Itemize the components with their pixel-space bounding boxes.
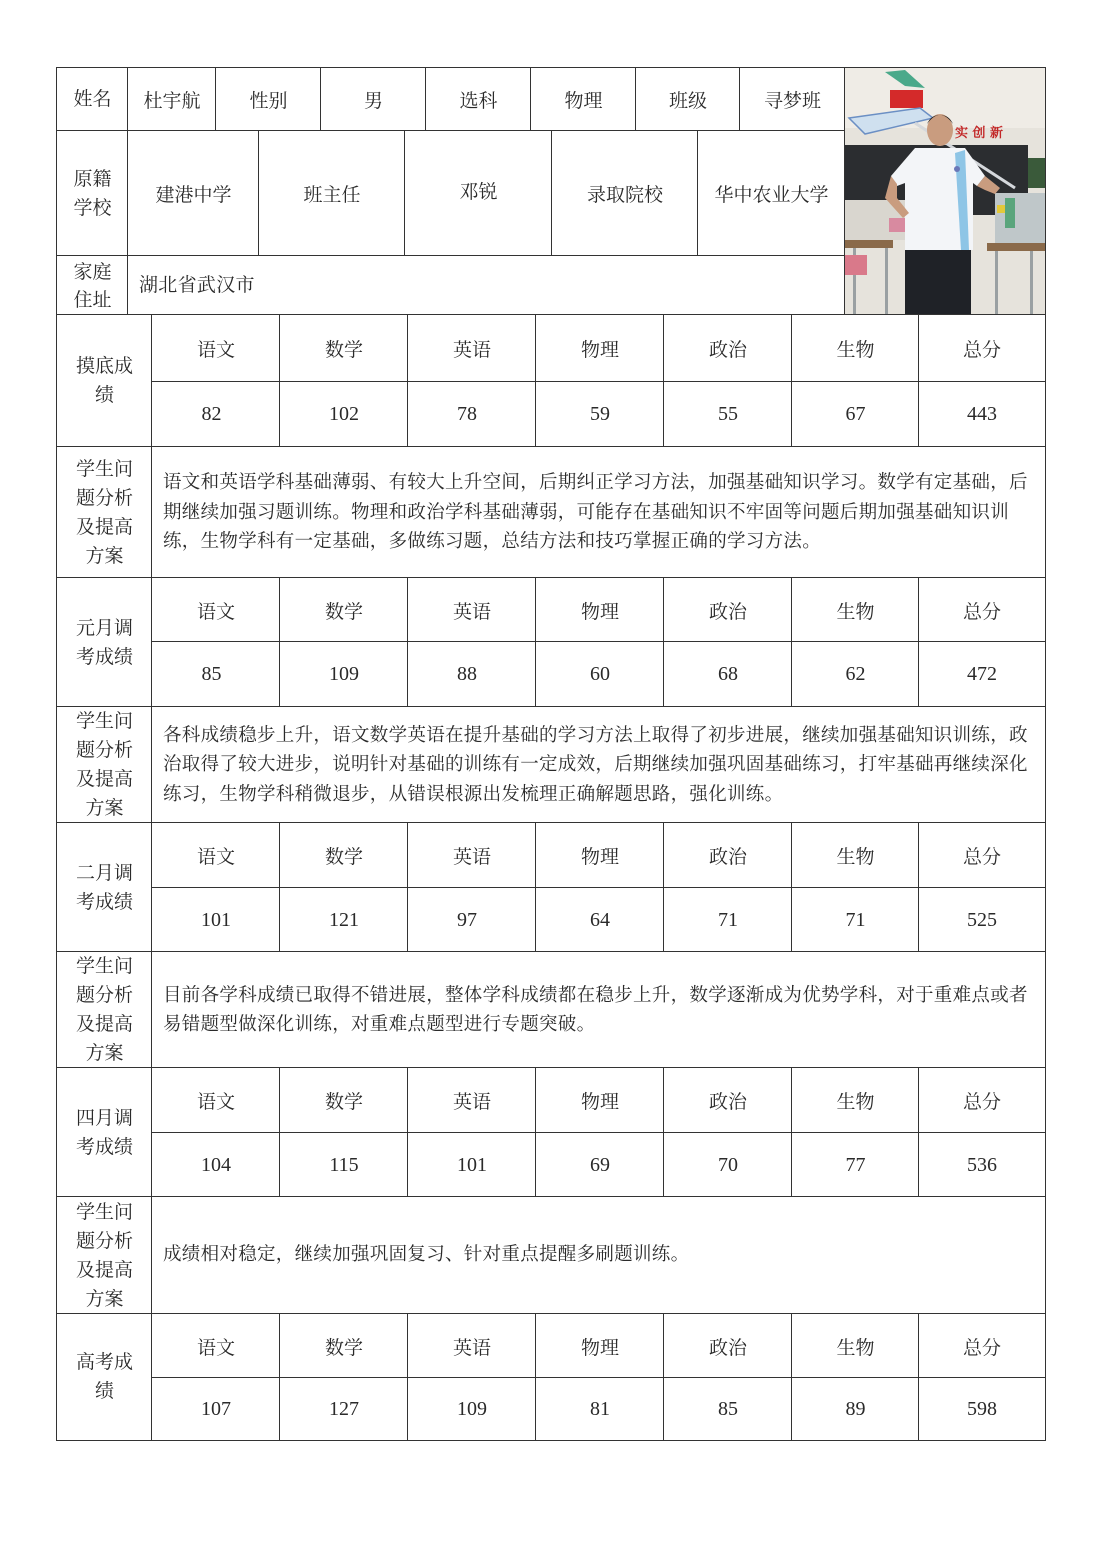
subject-header: 生物 [791, 577, 920, 643]
exam-label: 摸底成绩 [56, 314, 153, 448]
exam-label: 四月调考成绩 [56, 1067, 153, 1198]
elective-value: 物理 [530, 67, 637, 132]
score-cell: 85 [663, 1377, 793, 1441]
score-cell: 70 [663, 1132, 793, 1198]
subject-header: 政治 [663, 1313, 793, 1379]
score-cell: 67 [791, 381, 920, 448]
score-cell: 101 [407, 1132, 537, 1198]
score-cell: 472 [918, 641, 1046, 708]
analysis-text: 语文和英语学科基础薄弱、有较大上升空间，后期纠正学习方法，加强基础知识学习。数学有定基础，后期继续加强习题训练。物理和政治学科基础薄弱，可能存在基础知识不牢固等问题后期加强基础知识训练，生物学科有一定基础，多做练习题，总结方法和技巧掌握正确的学习方法。 [151, 446, 1046, 579]
analysis-label: 学生问题分析及提高方案 [56, 446, 153, 579]
subject-header: 生物 [791, 822, 920, 889]
subject-header: 物理 [535, 1067, 665, 1134]
score-cell: 62 [791, 641, 920, 708]
score-cell: 81 [535, 1377, 665, 1441]
subject-header: 数学 [279, 822, 409, 889]
analysis-label: 学生问题分析及提高方案 [56, 706, 153, 824]
subject-header: 英语 [407, 1067, 537, 1134]
subject-header: 英语 [407, 314, 537, 383]
svg-text:实 创 新: 实 创 新 [955, 126, 1004, 141]
subject-header: 总分 [918, 822, 1046, 889]
subject-header: 语文 [151, 1313, 281, 1379]
subject-header: 英语 [407, 1313, 537, 1379]
subject-header: 总分 [918, 577, 1046, 643]
subject-header: 英语 [407, 822, 537, 889]
subject-header: 政治 [663, 822, 793, 889]
score-cell: 107 [151, 1377, 281, 1441]
subject-header: 语文 [151, 314, 281, 383]
subject-header: 数学 [279, 1313, 409, 1379]
student-photo-image [845, 68, 1045, 315]
subject-header: 政治 [663, 314, 793, 383]
score-cell: 88 [407, 641, 537, 708]
subject-header: 总分 [918, 1313, 1046, 1379]
exam-label: 元月调考成绩 [56, 577, 153, 708]
subject-header: 政治 [663, 577, 793, 643]
score-cell: 598 [918, 1377, 1046, 1441]
subject-header: 生物 [791, 1313, 920, 1379]
subject-header: 物理 [535, 822, 665, 889]
subject-header: 生物 [791, 314, 920, 383]
head-teacher-label: 班主任 [258, 130, 406, 257]
score-cell: 78 [407, 381, 537, 448]
score-cell: 121 [279, 887, 409, 953]
subject-header: 数学 [279, 577, 409, 643]
score-cell: 71 [663, 887, 793, 953]
subject-header: 数学 [279, 1067, 409, 1134]
analysis-label: 学生问题分析及提高方案 [56, 951, 153, 1069]
origin-school-label: 原籍学校 [56, 130, 129, 257]
score-cell: 101 [151, 887, 281, 953]
score-cell: 443 [918, 381, 1046, 448]
score-cell: 525 [918, 887, 1046, 953]
admitted-label: 录取院校 [551, 130, 699, 257]
score-cell: 109 [407, 1377, 537, 1441]
subject-header: 语文 [151, 1067, 281, 1134]
analysis-label: 学生问题分析及提高方案 [56, 1196, 153, 1315]
exam-label: 高考成绩 [56, 1313, 153, 1441]
origin-school-value: 建港中学 [127, 130, 260, 257]
analysis-text: 成绩相对稳定，继续加强巩固复习、针对重点提醒多刷题训练。 [151, 1196, 1046, 1315]
score-cell: 55 [663, 381, 793, 448]
subject-header: 总分 [918, 1067, 1046, 1134]
score-cell: 536 [918, 1132, 1046, 1198]
analysis-text: 各科成绩稳步上升，语文数学英语在提升基础的学习方法上取得了初步进展，继续加强基础知识训练，政治取得了较大进步，说明针对基础的训练有一定成效，后期继续加强巩固基础练习，打牢基础再继续深化练习，生物学科稍微退步，从错误根源出发梳理正确解题思路，强化训练。 [151, 706, 1046, 824]
subject-header: 物理 [535, 577, 665, 643]
subject-header: 语文 [151, 822, 281, 889]
subject-header: 物理 [535, 1313, 665, 1379]
score-cell: 115 [279, 1132, 409, 1198]
score-cell: 60 [535, 641, 665, 708]
exam-label: 二月调考成绩 [56, 822, 153, 953]
subject-header: 数学 [279, 314, 409, 383]
address-label: 家庭住址 [56, 255, 129, 316]
elective-label: 选科 [425, 67, 532, 132]
score-cell: 68 [663, 641, 793, 708]
score-cell: 109 [279, 641, 409, 708]
subject-header: 语文 [151, 577, 281, 643]
head-teacher-value: 邓锐 [404, 130, 553, 257]
analysis-text: 目前各学科成绩已取得不错进展，整体学科成绩都在稳步上升，数学逐渐成为优势学科，对于重难点或者易错题型做深化训练，对重难点题型进行专题突破。 [151, 951, 1046, 1069]
score-cell: 71 [791, 887, 920, 953]
subject-header: 英语 [407, 577, 537, 643]
student-photo [844, 67, 1046, 316]
class-value: 寻梦班 [739, 67, 846, 132]
score-cell: 97 [407, 887, 537, 953]
gender-label: 性别 [215, 67, 322, 132]
score-cell: 104 [151, 1132, 281, 1198]
score-cell: 64 [535, 887, 665, 953]
subject-header: 总分 [918, 314, 1046, 383]
subject-header: 政治 [663, 1067, 793, 1134]
score-cell: 85 [151, 641, 281, 708]
score-cell: 89 [791, 1377, 920, 1441]
name-value: 杜宇航 [127, 67, 217, 132]
score-cell: 69 [535, 1132, 665, 1198]
score-cell: 102 [279, 381, 409, 448]
score-cell: 77 [791, 1132, 920, 1198]
score-cell: 59 [535, 381, 665, 448]
subject-header: 生物 [791, 1067, 920, 1134]
gender-value: 男 [320, 67, 427, 132]
address-value: 湖北省武汉市 [127, 255, 846, 316]
admitted-school-value: 华中农业大学 [697, 130, 846, 257]
name-label: 姓名 [56, 67, 129, 132]
class-label: 班级 [635, 67, 741, 132]
score-cell: 127 [279, 1377, 409, 1441]
subject-header: 物理 [535, 314, 665, 383]
score-cell: 82 [151, 381, 281, 448]
